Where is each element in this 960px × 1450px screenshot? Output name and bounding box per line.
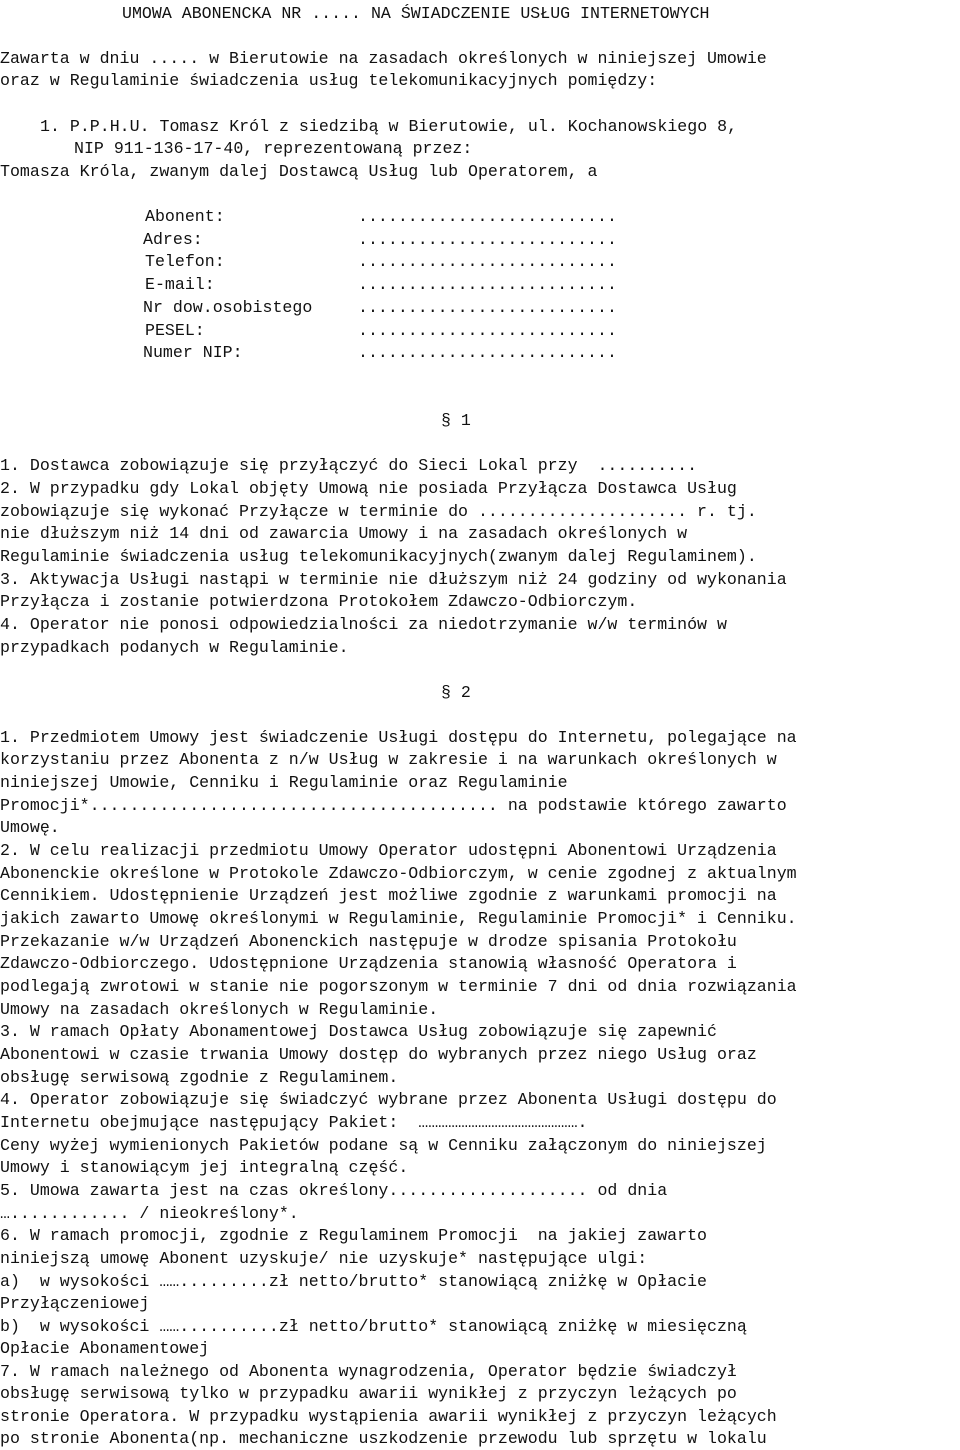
paragraph-line: 4. Operator zobowiązuje się świadczyć wybrane przez Abonenta Usługi dostępu do — [0, 1090, 777, 1109]
paragraph-line: Ceny wyżej wymienionych Pakietów podane są w Cenniku załączonym do niniejszej — [0, 1136, 767, 1155]
paragraph-line: zobowiązuje się wykonać Przyłącze w terminie do ..................... r. tj. — [0, 502, 757, 521]
paragraph-line: Internetu obejmujące następujący Pakiet: …………………………………………. — [0, 1113, 588, 1132]
paragraph-line: 1. Dostawca zobowiązuje się przyłączyć do Sieci Lokal przy .......... — [0, 456, 698, 475]
paragraph-line: Przyłączeniowej — [0, 1294, 150, 1313]
field-label-nip: Numer NIP: — [143, 343, 243, 362]
field-label-pesel: PESEL: — [145, 321, 205, 340]
section-heading: § 2 — [441, 683, 471, 702]
paragraph-line: jakich zawarto Umowę określonymi w Regulaminie, Regulaminie Promocji* i Cenniku. — [0, 909, 797, 928]
paragraph-line: obsługę serwisową tylko w przypadku awarii wynikłej z przyczyn leżących po — [0, 1384, 737, 1403]
field-label-email: E-mail: — [145, 275, 215, 294]
paragraph-line: …............ / nieokreślony*. — [0, 1204, 299, 1223]
paragraph-line: 4. Operator nie ponosi odpowiedzialności za niedotrzymanie w/w terminów w — [0, 615, 727, 634]
paragraph-line: 6. W ramach promocji, zgodnie z Regulaminem Promocji na jakiej zawarto — [0, 1226, 708, 1245]
document-title: UMOWA ABONENCKA NR ..... NA ŚWIADCZENIE USŁUG INTERNETOWYCH — [122, 4, 710, 23]
paragraph-line: niniejszej Umowie, Cenniku i Regulaminie oraz Regulaminie — [0, 773, 568, 792]
paragraph-line: 3. W ramach Opłaty Abonamentowej Dostawca Usług zobowiązuje się zapewnić — [0, 1022, 717, 1041]
field-value-nip: .......................... — [358, 343, 617, 362]
paragraph-line: a) w wysokości …….........zł netto/brutto* stanowiącą zniżkę w Opłacie — [0, 1272, 708, 1291]
paragraph-line: Przekazanie w/w Urządzeń Abonenckich następuje w drodze spisania Protokołu — [0, 932, 737, 951]
field-label-telefon: Telefon: — [145, 252, 225, 271]
paragraph-line: Cennikiem. Udostępnienie Urządzeń jest możliwe zgodnie z warunkami promocji na — [0, 886, 777, 905]
paragraph-line: nie dłuższym niż 14 dni od zawarcia Umowy i na zasadach określonych w — [0, 524, 688, 543]
paragraph-line: b) w wysokości ……..........zł netto/brutto* stanowiącą zniżkę w miesięczną — [0, 1317, 747, 1336]
field-value-telefon: .......................... — [358, 252, 617, 271]
field-value-pesel: .......................... — [358, 321, 617, 340]
field-label-abonent: Abonent: — [145, 207, 225, 226]
field-label-id-card: Nr dow.osobistego — [143, 298, 313, 317]
field-value-email: .......................... — [358, 275, 617, 294]
paragraph-line: Umowę. — [0, 818, 60, 837]
paragraph-line: przypadkach podanych w Regulaminie. — [0, 638, 349, 657]
party-line: NIP 911-136-17-40, reprezentowaną przez: — [74, 139, 473, 158]
field-value-abonent: .......................... — [358, 207, 617, 226]
paragraph-line: niniejszą umowę Abonent uzyskuje/ nie uzyskuje* następujące ulgi: — [0, 1249, 648, 1268]
paragraph-line: Umowy na zasadach określonych w Regulaminie. — [0, 1000, 439, 1019]
party-line: 1. P.P.H.U. Tomasz Król z siedzibą w Bierutowie, ul. Kochanowskiego 8, — [40, 117, 738, 136]
paragraph-line: korzystaniu przez Abonenta z n/w Usług w zakresie i na warunkach określonych w — [0, 750, 777, 769]
paragraph-line: 3. Aktywacja Usługi nastąpi w terminie nie dłuższym niż 24 godziny od wykonania — [0, 570, 787, 589]
paragraph-line: 5. Umowa zawarta jest na czas określony.................... od dnia — [0, 1181, 668, 1200]
paragraph-line: Regulaminie świadczenia usług telekomunikacyjnych(zwanym dalej Regulaminem). — [0, 547, 757, 566]
paragraph-line: 1. Przedmiotem Umowy jest świadczenie Usługi dostępu do Internetu, polegające na — [0, 728, 797, 747]
field-label-adres: Adres: — [143, 230, 203, 249]
paragraph-line: po stronie Abonenta(np. mechaniczne uszkodzenie przewodu lub sprzętu w lokalu — [0, 1429, 767, 1448]
paragraph-line: podlegają zwrotowi w stanie nie pogorszonym w terminie 7 dni od dnia rozwiązania — [0, 977, 797, 996]
paragraph-line: Abonentowi w czasie trwania Umowy dostęp do wybranych przez niego Usług oraz — [0, 1045, 757, 1064]
paragraph-line: Przyłącza i zostanie potwierdzona Protokołem Zdawczo-Odbiorczym. — [0, 592, 638, 611]
paragraph-line: Umowy i stanowiącym jej integralną część. — [0, 1158, 409, 1177]
paragraph-line: Opłacie Abonamentowej — [0, 1339, 210, 1358]
paragraph-line: stronie Operatora. W przypadku wystąpienia awarii wynikłej z przyczyn leżących — [0, 1407, 777, 1426]
paragraph-line: 2. W celu realizacji przedmiotu Umowy Operator udostępni Abonentowi Urządzenia — [0, 841, 777, 860]
paragraph-line: Promocji*......................................... na podstawie którego zawarto — [0, 796, 787, 815]
paragraph-line: Abonenckie określone w Protokole Zdawczo-Odbiorczym, w cenie zgodnej z aktualnym — [0, 864, 797, 883]
section-heading: § 1 — [441, 411, 471, 430]
field-value-adres: .......................... — [358, 230, 617, 249]
paragraph-line: 2. W przypadku gdy Lokal objęty Umową nie posiada Przyłącza Dostawca Usług — [0, 479, 737, 498]
paragraph-line: 7. W ramach należnego od Abonenta wynagrodzenia, Operator będzie świadczył — [0, 1362, 737, 1381]
intro-line: oraz w Regulaminie świadczenia usług telekomunikacyjnych pomiędzy: — [0, 71, 658, 90]
paragraph-line: Zdawczo-Odbiorczego. Udostępnione Urządzenia stanowią własność Operatora i — [0, 954, 737, 973]
field-value-id-card: .......................... — [358, 298, 617, 317]
intro-line: Zawarta w dniu ..... w Bierutowie na zasadach określonych w niniejszej Umowie — [0, 49, 767, 68]
party-line: Tomasza Króla, zwanym dalej Dostawcą Usług lub Operatorem, a — [0, 162, 598, 181]
paragraph-line: obsługę serwisową zgodnie z Regulaminem. — [0, 1068, 399, 1087]
